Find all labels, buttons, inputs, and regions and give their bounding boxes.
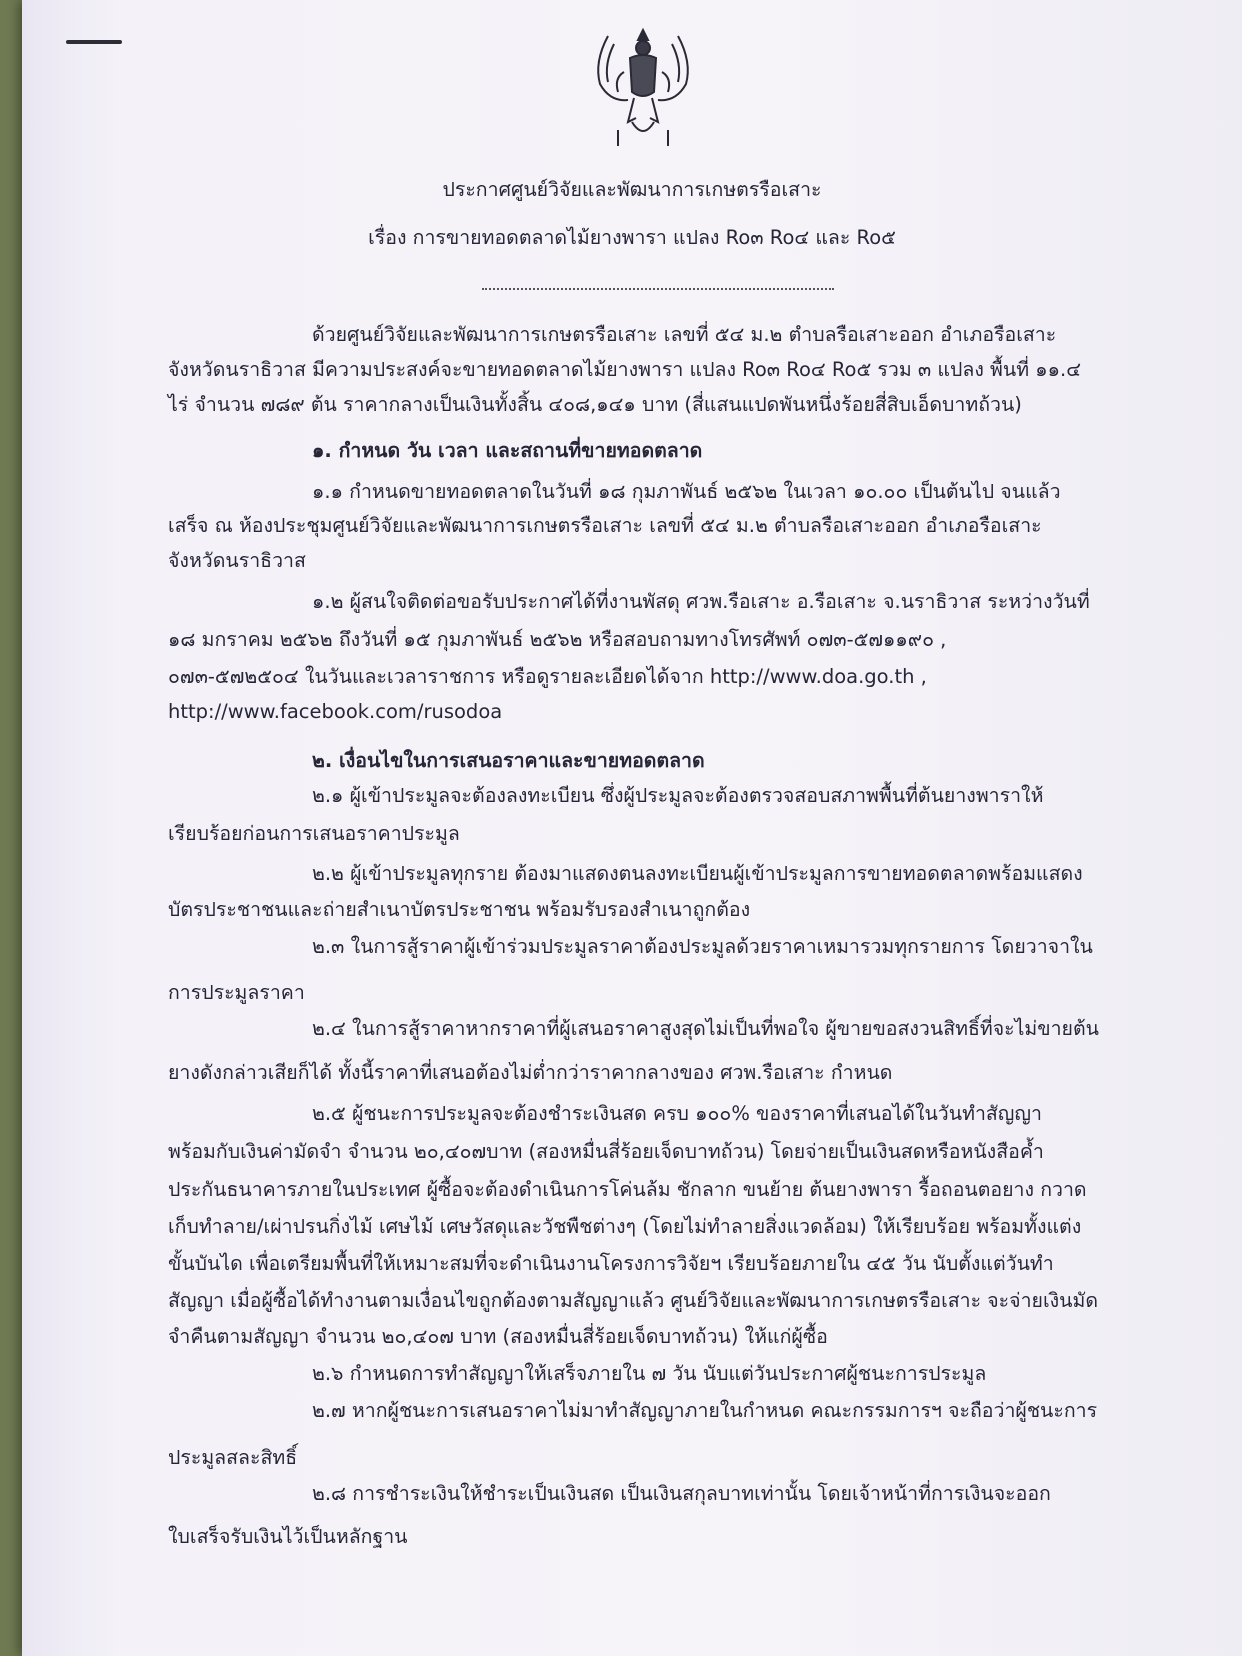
section-2-heading: ๒. เงื่อนไขในการเสนอราคาและขายทอดตลาด <box>312 749 705 772</box>
intro-line: ไร่ จำนวน ๗๘๙ ต้น ราคากลางเป็นเงินทั้งสิ้น ๔๐๘,๑๔๑ บาท (สี่แสนแปดพันหนึ่งร้อยสี่สิบเอ็ดบาทถ้วน) <box>168 393 1022 416</box>
section-1-heading: ๑. กำหนด วัน เวลา และสถานที่ขายทอดตลาด <box>312 439 703 462</box>
clause-1-1-line: เสร็จ ณ ห้องประชุมศูนย์วิจัยและพัฒนาการเกษตรรือเสาะ เลขที่ ๕๔ ม.๒ ตำบลรือเสาะออก อำเภอรือเสาะ <box>168 514 1042 537</box>
clause-2-5-line: ขั้นบันได เพื่อเตรียมพื้นที่ให้เหมาะสมที่จะดำเนินงานโครงการวิจัยฯ เรียบร้อยภายใน ๔๕ วัน นับตั้งแต่วันทำ <box>168 1252 1054 1275</box>
margin-dash-mark <box>66 40 122 44</box>
clause-1-2-line: ๑๘ มกราคม ๒๕๖๒ ถึงวันที่ ๑๕ กุมภาพันธ์ ๒๕๖๒ หรือสอบถามทางโทรศัพท์ ๐๗๓-๕๗๑๑๙๐ , <box>168 628 947 651</box>
clause-2-1-line: เรียบร้อยก่อนการเสนอราคาประมูล <box>168 822 460 845</box>
clause-2-4-line: ๒.๔ ในการสู้ราคาหากราคาที่ผู้เสนอราคาสูงสุดไม่เป็นที่พอใจ ผู้ขายขอสงวนสิทธิ์ที่จะไม่ขายต้น <box>312 1017 1099 1040</box>
clause-2-2-line: บัตรประชาชนและถ่ายสำเนาบัตรประชาชน พร้อมรับรองสำเนาถูกต้อง <box>168 898 751 921</box>
clause-2-4-line: ยางดังกล่าวเสียก็ได้ ทั้งนี้ราคาที่เสนอต้องไม่ต่ำกว่าราคากลางของ ศวพ.รือเสาะ กำหนด <box>168 1061 893 1084</box>
dotted-divider <box>482 288 834 290</box>
clause-1-2-line: http://www.facebook.com/rusodoa <box>168 700 503 723</box>
document-page <box>22 0 1242 1656</box>
clause-2-5-line: พร้อมกับเงินค่ามัดจำ จำนวน ๒๐,๔๐๗บาท (สองหมื่นสี่ร้อยเจ็ดบาทถ้วน) โดยจ่ายเป็นเงินสดหรือหนังสือค้ำ <box>168 1140 1044 1163</box>
clause-1-2-line: ๑.๒ ผู้สนใจติดต่อขอรับประกาศได้ที่งานพัสดุ ศวพ.รือเสาะ อ.รือเสาะ จ.นราธิวาส ระหว่างวันที่ <box>312 590 1090 613</box>
clause-2-5-line: ๒.๕ ผู้ชนะการประมูลจะต้องชำระเงินสด ครบ ๑๐๐% ของราคาที่เสนอได้ในวันทำสัญญา <box>312 1102 1042 1125</box>
intro-line: ด้วยศูนย์วิจัยและพัฒนาการเกษตรรือเสาะ เลขที่ ๕๔ ม.๒ ตำบลรือเสาะออก อำเภอรือเสาะ <box>312 323 1057 346</box>
clause-2-6-line: ๒.๖ กำหนดการทำสัญญาให้เสร็จภายใน ๗ วัน นับแต่วันประกาศผู้ชนะการประมูล <box>312 1362 987 1385</box>
clause-2-7-line: ๒.๗ หากผู้ชนะการเสนอราคาไม่มาทำสัญญาภายในกำหนด คณะกรรมการฯ จะถือว่าผู้ชนะการ <box>312 1399 1098 1422</box>
clause-2-5-line: สัญญา เมื่อผู้ซื้อได้ทำงานตามเงื่อนไขถูกต้องตามสัญญาแล้ว ศูนย์วิจัยและพัฒนาการเกษตรรือเสาะ จะจ่ายเงินมัด <box>168 1289 1098 1312</box>
intro-line: จังหวัดนราธิวาส มีความประสงค์จะขายทอดตลาดไม้ยางพารา แปลง Ro๓ Ro๔ Ro๕ รวม ๓ แปลง พื้นที่ ๑๑.๔ <box>168 358 1081 381</box>
clause-2-1-line: ๒.๑ ผู้เข้าประมูลจะต้องลงทะเบียน ซึ่งผู้ประมูลจะต้องตรวจสอบสภาพพื้นที่ต้นยางพาราให้ <box>312 784 1044 807</box>
clause-1-1-line: จังหวัดนราธิวาส <box>168 549 306 572</box>
clause-2-5-line: จำคืนตามสัญญา จำนวน ๒๐,๔๐๗ บาท (สองหมื่นสี่ร้อยเจ็ดบาทถ้วน) ให้แก่ผู้ซื้อ <box>168 1325 828 1348</box>
clause-2-5-line: ประกันธนาคารภายในประเทศ ผู้ซื้อจะต้องดำเนินการโค่นล้ม ชักลาก ขนย้าย ต้นยางพารา รื้อถอนตอยาง กวาด <box>168 1178 1087 1201</box>
clause-2-8-line: ๒.๘ การชำระเงินให้ชำระเป็นเงินสด เป็นเงินสกุลบาทเท่านั้น โดยเจ้าหน้าที่การเงินจะออก <box>312 1482 1051 1505</box>
clause-2-3-line: การประมูลราคา <box>168 981 305 1004</box>
garuda-emblem <box>588 22 698 152</box>
clause-2-3-line: ๒.๓ ในการสู้ราคาผู้เข้าร่วมประมูลราคาต้องประมูลด้วยราคาเหมารวมทุกรายการ โดยวาจาใน <box>312 935 1093 958</box>
clause-2-8-line: ใบเสร็จรับเงินไว้เป็นหลักฐาน <box>168 1525 408 1548</box>
announcement-subject: เรื่อง การขายทอดตลาดไม้ยางพารา แปลง Ro๓ Ro๔ และ Ro๕ <box>368 226 896 249</box>
clause-2-5-line: เก็บทำลาย/เผ่าปรนกิ่งไม้ เศษไม้ เศษวัสดุและวัชพืชต่างๆ (โดยไม่ทำลายสิ่งแวดล้อม) ให้เรียบร้อย พร้อมทั้งแต่ง <box>168 1215 1082 1238</box>
clause-1-2-line: ๐๗๓-๕๗๒๕๐๔ ในวันและเวลาราชการ หรือดูรายละเอียดได้จาก http://www.doa.go.th , <box>168 665 927 688</box>
clause-2-2-line: ๒.๒ ผู้เข้าประมูลทุกราย ต้องมาแสดงตนลงทะเบียนผู้เข้าประมูลการขายทอดตลาดพร้อมแสดง <box>312 862 1083 885</box>
clause-2-7-line: ประมูลสละสิทธิ์ <box>168 1446 298 1469</box>
clause-1-1-line: ๑.๑ กำหนดขายทอดตลาดในวันที่ ๑๘ กุมภาพันธ์ ๒๕๖๒ ในเวลา ๑๐.๐๐ เป็นต้นไป จนแล้ว <box>312 480 1061 503</box>
announcement-title: ประกาศศูนย์วิจัยและพัฒนาการเกษตรรือเสาะ <box>442 178 822 201</box>
